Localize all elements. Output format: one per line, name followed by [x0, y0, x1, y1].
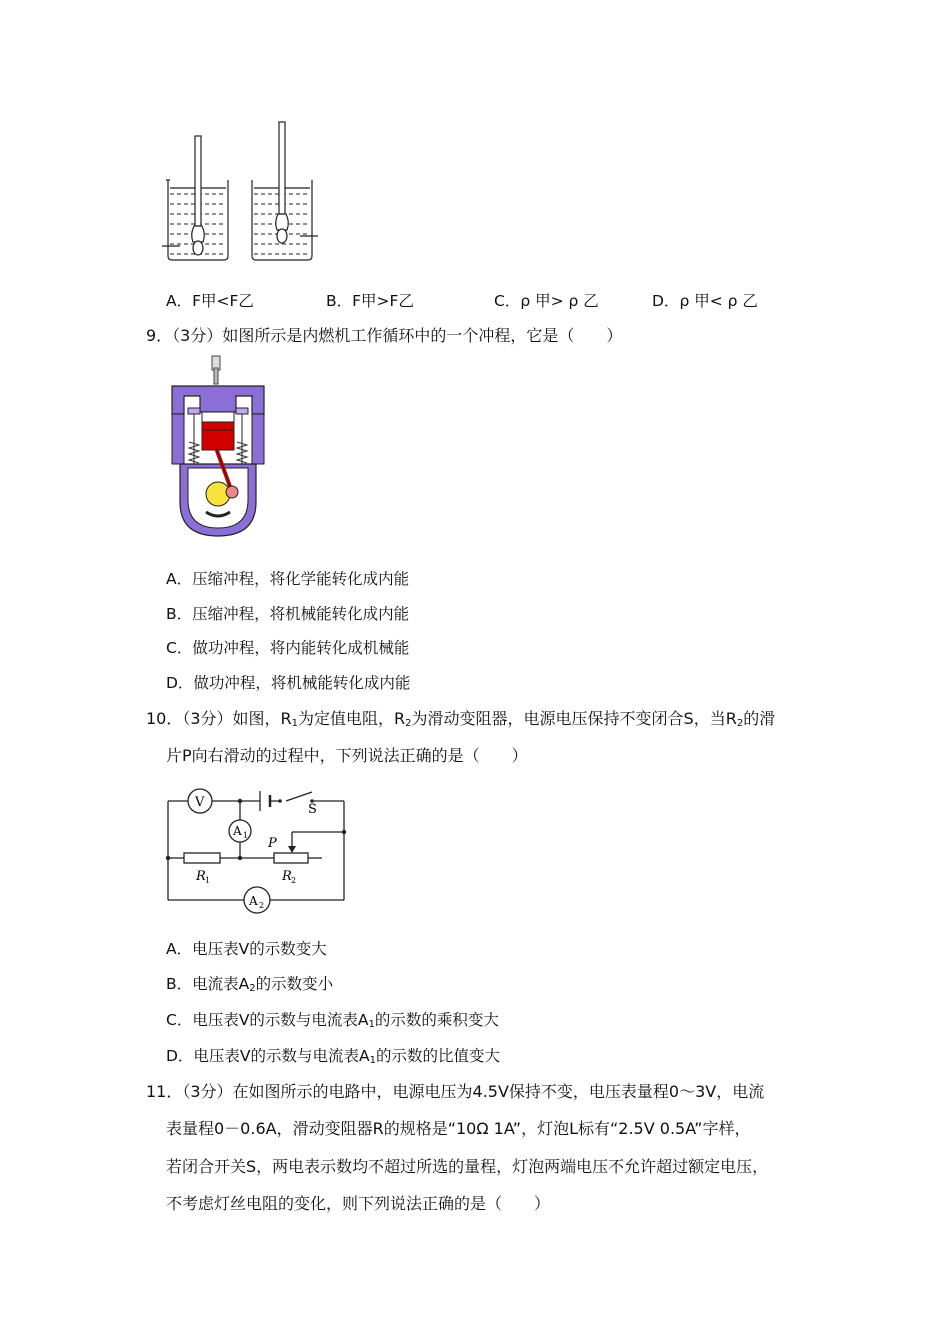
option-text: C．电压表V的示数与电流表A: [166, 1011, 369, 1029]
q8-option-d[interactable]: [652, 289, 758, 311]
option-text: A．电压表V的示数变大: [166, 940, 327, 958]
stem-text: 10．（3分）如图，R: [146, 709, 292, 728]
q9-option-d[interactable]: D．做功冲程，将机械能转化成内能: [166, 674, 411, 692]
q10-option-b[interactable]: [166, 972, 333, 994]
r1-label: R: [196, 869, 206, 884]
option-text: B．电流表A: [166, 975, 250, 993]
ammeter-a2-sub: 2: [259, 901, 265, 910]
option-letter: D．: [652, 292, 680, 310]
option-text: 的示数变小: [255, 975, 334, 993]
switch-label: S: [308, 802, 317, 817]
subscript: 2: [736, 718, 744, 729]
beaker-yi: [252, 122, 318, 260]
subscript: 2: [405, 718, 412, 729]
option-text: 的示数的比值变大: [376, 1047, 501, 1065]
option-text: ρ 甲> ρ 乙: [520, 292, 599, 310]
q8-option-c[interactable]: [494, 289, 599, 311]
q9-engine-figure: [166, 352, 270, 538]
option-text: 的示数的乘积变大: [374, 1011, 499, 1029]
subscript: 1: [291, 718, 299, 729]
option-text: D．电压表V的示数与电流表A: [166, 1047, 370, 1065]
stem-text: 为滑动变阻器，电源电压保持不变闭合S，当R: [411, 709, 737, 728]
option-letter: C．: [494, 292, 521, 310]
subscript: 2: [249, 983, 256, 994]
stem-text: 的滑: [743, 709, 776, 728]
subscript: 1: [369, 1055, 377, 1066]
q9-option-b[interactable]: B．压缩冲程，将机械能转化成内能: [166, 605, 410, 623]
q11-stem-line1: 11．（3分）在如图所示的电路中，电源电压为4.5V保持不变，电压表量程0～3V，电流: [146, 1082, 765, 1101]
q10-option-d[interactable]: [166, 1044, 500, 1066]
ammeter-a1-sub: 1: [243, 831, 249, 840]
subscript: 1: [368, 1019, 375, 1030]
q10-option-a[interactable]: [166, 937, 327, 959]
q11-stem-line2: 表量程0－0.6A，滑动变阻器R的规格是“10Ω 1A”，灯泡L标有“2.5V 0.5A”字样，: [166, 1119, 751, 1138]
stem-text: 为定值电阻，R: [298, 709, 406, 728]
r2-sub: 2: [291, 876, 297, 885]
q11-stem-line3: 若闭合开关S，两电表示数均不超过所选的量程，灯泡两端电压不允许超过额定电压，: [166, 1157, 769, 1176]
voltmeter-label: V: [195, 795, 205, 810]
q10-stem-line2: 片P向右滑动的过程中，下列说法正确的是（ ）: [166, 746, 528, 765]
q8-option-b[interactable]: [326, 289, 414, 311]
q11-stem-line4: 不考虑灯丝电阻的变化，则下列说法正确的是（ ）: [166, 1194, 551, 1213]
q10-stem-line1: [146, 706, 775, 729]
option-text: F甲>F乙: [352, 292, 414, 310]
q10-circuit-figure: [162, 776, 358, 916]
q10-option-c[interactable]: [166, 1008, 499, 1030]
q9-option-c[interactable]: C．做功冲程，将内能转化成机械能: [166, 639, 410, 657]
beaker-jia: [162, 136, 228, 260]
r2-label: R: [282, 869, 292, 884]
option-text: F甲<F乙: [192, 292, 254, 310]
ammeter-a1-label: A: [233, 824, 242, 838]
option-text: ρ 甲< ρ 乙: [679, 292, 758, 310]
q9-option-a[interactable]: A．压缩冲程，将化学能转化成内能: [166, 570, 410, 588]
slider-label: P: [268, 836, 277, 851]
q8-beakers-figure: [160, 118, 320, 268]
q8-option-a[interactable]: [166, 289, 254, 311]
ammeter-a2-label: A: [249, 894, 258, 908]
option-letter: B．: [326, 292, 353, 310]
option-letter: A．: [166, 292, 193, 310]
q9-stem: 9．（3分）如图所示是内燃机工作循环中的一个冲程，它是（ ）: [146, 326, 623, 345]
r1-sub: 1: [205, 876, 211, 885]
